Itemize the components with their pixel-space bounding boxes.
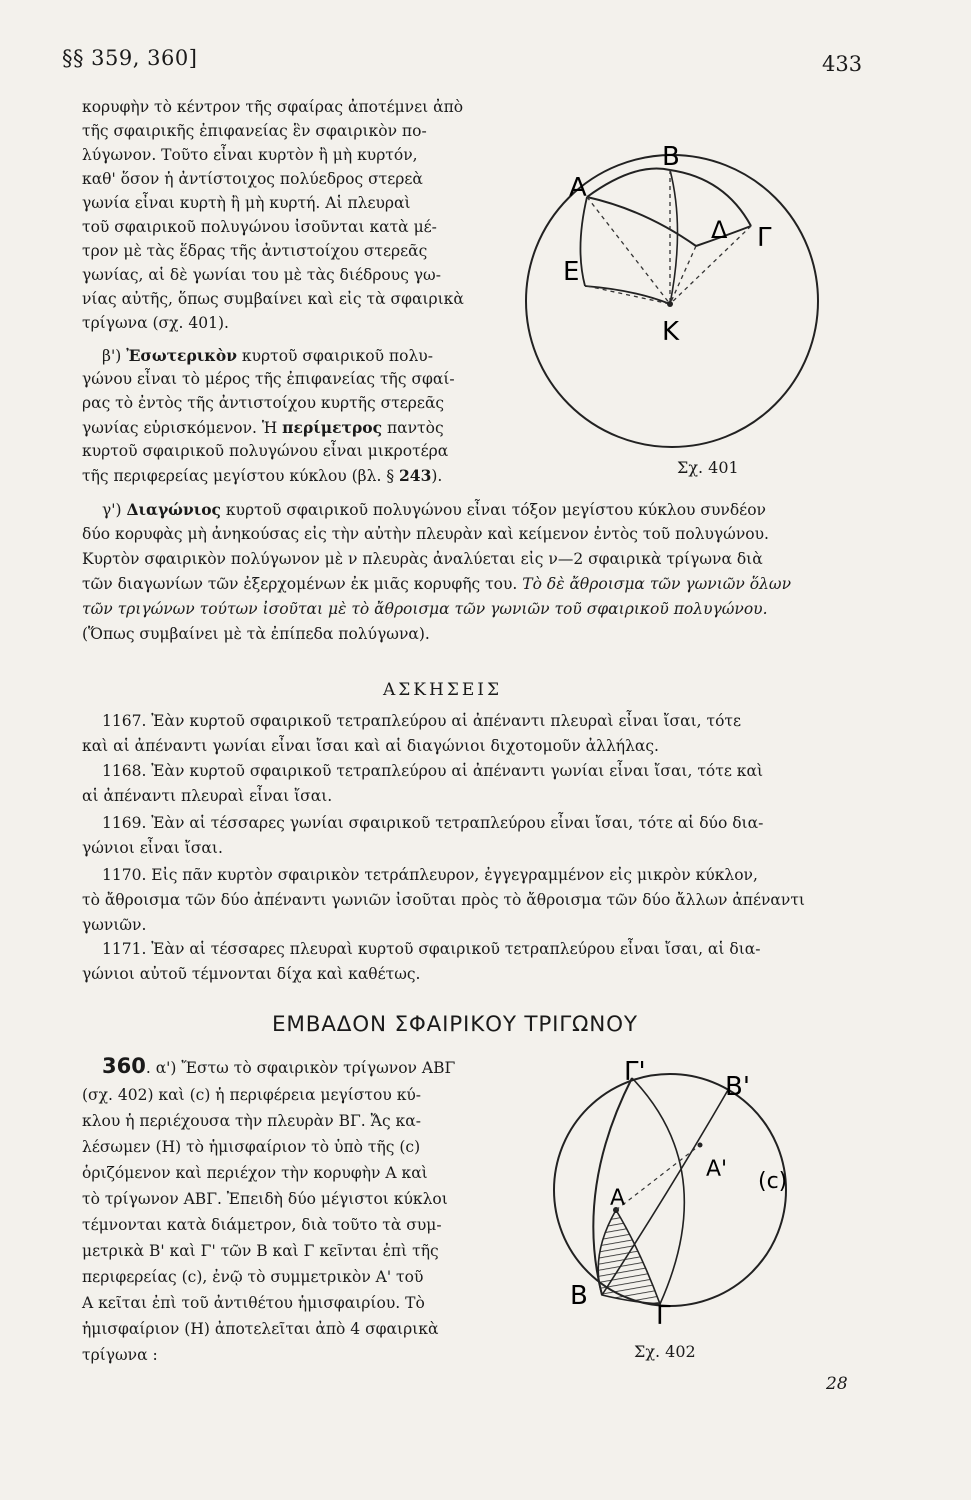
text-span: γωνίας εὑρισκόμενον. Ἡ <box>82 419 283 437</box>
text-span: . α') Ἔστω τὸ σφαιρικὸν τρίγωνον ΑΒΓ <box>145 1059 456 1077</box>
label-A: Α <box>569 173 587 203</box>
text-line: γώνου εἶναι τὸ μέρος τῆς ἐπιφανείας τῆς σφαί- <box>82 370 455 388</box>
figure-401 <box>525 118 845 488</box>
arc-AE <box>580 197 587 286</box>
defined-term: Διαγώνιος <box>126 500 221 519</box>
figure-402 <box>520 1040 830 1340</box>
paragraph-gamma-line <box>102 498 766 523</box>
text-line: περιφερείας (c), ἐνῷ τὸ συμμετρικὸν Α' τοῦ <box>82 1268 424 1286</box>
figure-402-caption: Σχ. 402 <box>634 1342 696 1361</box>
paragraph-label: γ') <box>102 501 127 519</box>
folio-number: 28 <box>826 1374 848 1394</box>
text-line: τρίγωνα (σχ. 401). <box>82 314 229 332</box>
defined-term: περίμετρος <box>282 418 383 437</box>
text-line: λύγωνον. Τοῦτο εἶναι κυρτὸν ἢ μὴ κυρτόν, <box>82 146 418 164</box>
exercise-line: καὶ αἱ ἀπέναντι γωνίαι εἶναι ἴσαι καὶ αἱ διαγώνιοι διχοτομοῦν ἀλλήλας. <box>82 737 659 755</box>
exercise-line: 1171. Ἐὰν αἱ τέσσαρες πλευραὶ κυρτοῦ σφαιρικοῦ τετραπλεύρου εἶναι ἴσαι, αἱ δια- <box>102 940 761 958</box>
center-point <box>667 301 673 307</box>
label-B: Β <box>662 142 680 172</box>
text-line: καθ' ὅσον ἡ ἀντίστοιχος πολύεδρος στερεὰ <box>82 170 423 188</box>
text-line: γωνίας, αἱ δὲ γωνίαι του μὲ τὰς διέδρους γω- <box>82 266 441 284</box>
label-Gp: Γ' <box>624 1057 646 1087</box>
section-360-first-line <box>102 1055 455 1081</box>
paragraph-beta-line <box>82 464 442 489</box>
section-ref: 243 <box>399 466 432 485</box>
section-reference: §§ 359, 360] <box>62 46 198 70</box>
exercise-line: 1169. Ἐὰν αἱ τέσσαρες γωνίαι σφαιρικοῦ τετραπλεύρου εἶναι ἴσαι, τότε αἱ δύο δια- <box>102 814 764 832</box>
text-span: κυρτοῦ σφαιρικοῦ πολυγώνου εἶναι τόξον μεγίστου κύκλου συνδέον <box>220 501 766 519</box>
label-E: Ε <box>563 257 580 287</box>
text-line: τῆς σφαιρικῆς ἐπιφανείας ἓν σφαιρικὸν πο- <box>82 122 427 140</box>
radius-KD <box>670 246 696 304</box>
text-line: τοῦ σφαιρικοῦ πολυγώνου ἰσοῦνται κατὰ μέ- <box>82 218 437 236</box>
arc-BD <box>670 170 678 304</box>
section-number: 360 <box>102 1054 146 1078</box>
label-Ap: Α' <box>706 1157 728 1182</box>
text-line: λέσωμεν (Η) τὸ ἡμισφαίριον τὸ ὑπὸ τῆς (c) <box>82 1138 421 1156</box>
figure-401-caption: Σχ. 401 <box>677 458 739 477</box>
exercises-title: ΑΣΚΗΣΕΙΣ <box>383 680 502 700</box>
exercise-line: γώνιοι αὐτοῦ τέμνονται δίχα καὶ καθέτως. <box>82 965 421 983</box>
text-line: τρον μὲ τὰς ἕδρας τῆς ἀντιστοίχου στερεᾶς <box>82 242 428 260</box>
page-number: 433 <box>822 52 863 76</box>
paragraph-beta-line <box>82 416 444 441</box>
shaded-triangle <box>598 1210 660 1304</box>
text-line: νίας αὐτῆς, ὅπως συμβαίνει καὶ εἰς τὰ σφαιρικὰ <box>82 290 464 308</box>
text-line: ὁριζόμενον καὶ περιέχον τὴν κορυφὴν Α καὶ <box>82 1164 428 1182</box>
defined-term: Ἐσωτερικὸν <box>126 346 237 365</box>
sphere-outline <box>554 1074 786 1306</box>
text-line: Κυρτὸν σφαιρικὸν πολύγωνον μὲ ν πλευρὰς ἀναλύεται εἰς ν—2 σφαιρικὰ τρίγωνα διὰ <box>82 550 763 568</box>
exercise-line: αἱ ἀπέναντι πλευραὶ εἶναι ἴσαι. <box>82 787 333 805</box>
text-line: ἡμισφαίριον (Η) ἀποτελεῖται ἀπὸ 4 σφαιρικὰ <box>82 1320 439 1338</box>
diameter-AAp <box>616 1145 700 1210</box>
paragraph-beta-line <box>102 344 433 369</box>
italic-statement: Τὸ δὲ ἄθροισμα τῶν γωνιῶν ὅλων <box>522 575 791 593</box>
exercise-line: 1167. Ἐὰν κυρτοῦ σφαιρικοῦ τετραπλεύρου αἱ ἀπέναντι πλευραὶ εἶναι ἴσαι, τότε <box>102 712 742 730</box>
text-line: κυρτοῦ σφαιρικοῦ πολυγώνου εἶναι μικροτέρα <box>82 442 449 460</box>
text-line: (Ὅπως συμβαίνει μὲ τὰ ἐπίπεδα πολύγωνα). <box>82 625 430 643</box>
paragraph-label: β') <box>102 347 127 365</box>
label-Bp: Β' <box>725 1072 750 1102</box>
exercise-line: 1170. Εἰς πᾶν κυρτὸν σφαιρικὸν τετράπλευρον, ἐγγεγραμμένον εἰς μικρὸν κύκλον, <box>102 866 758 884</box>
area-section-title: ΕΜΒΑΔΟΝ ΣΦΑΙΡΙΚΟΥ ΤΡΙΓΩΝΟΥ <box>272 1012 638 1037</box>
text-span: κυρτοῦ σφαιρικοῦ πολυ- <box>236 347 433 365</box>
arc-AB <box>587 169 670 197</box>
text-line: δύο κορυφὰς μὴ ἀνηκούσας εἰς τὴν αὐτὴν πλευρὰν καὶ κείμενον ἐντὸς τοῦ πολυγώνου. <box>82 525 769 543</box>
exercise-line: γωνιῶν. <box>82 916 147 934</box>
label-K: Κ <box>662 317 680 347</box>
text-line: (σχ. 402) καὶ (c) ἡ περιφέρεια μεγίστου κύ- <box>82 1086 422 1104</box>
label-G: Γ <box>656 1301 671 1331</box>
text-span: τῶν διαγωνίων τῶν ἐξερχομένων ἐκ μιᾶς κορυφῆς του. <box>82 575 523 593</box>
text-line: Α κεῖται ἐπὶ τοῦ ἀντιθέτου ἡμισφαιρίου. Τὸ <box>82 1294 425 1312</box>
label-c: (c) <box>758 1169 788 1194</box>
paragraph-gamma-line <box>82 573 791 597</box>
text-span: ). <box>431 467 443 485</box>
text-line: κορυφὴν τὸ κέντρον τῆς σφαίρας ἀποτέμνει ἀπὸ <box>82 98 464 116</box>
label-D: Δ <box>711 216 728 244</box>
label-G: Γ <box>757 223 772 253</box>
text-line: κλου ἡ περιέχουσα τὴν πλευρὰν ΒΓ. Ἄς κα- <box>82 1112 421 1130</box>
text-span: τῆς περιφερείας μεγίστου κύκλου (βλ. § <box>82 467 400 485</box>
exercise-line: γώνιοι εἶναι ἴσαι. <box>82 839 223 857</box>
label-A: Α <box>610 1186 626 1211</box>
italic-statement: τῶν τριγώνων τούτων ἰσοῦται μὲ τὸ ἄθροισμα τῶν γωνιῶν τοῦ σφαιρικοῦ πολυγώνου. <box>82 600 768 618</box>
arc-AD <box>587 197 696 246</box>
exercise-line: 1168. Ἐὰν κυρτοῦ σφαιρικοῦ τετραπλεύρου αἱ ἀπέναντι γωνίαι εἶναι ἴσαι, τότε καὶ <box>102 762 764 780</box>
text-line: γωνία εἶναι κυρτὴ ἢ μὴ κυρτή. Αἱ πλευραὶ <box>82 194 411 212</box>
text-span: παντὸς <box>382 419 444 437</box>
text-line: τρίγωνα : <box>82 1346 158 1364</box>
exercise-line: τὸ ἄθροισμα τῶν δύο ἀπέναντι γωνιῶν ἰσοῦται πρὸς τὸ ἄθροισμα τῶν δύο ἄλλων ἀπέναντι <box>82 891 805 909</box>
text-line: μετρικὰ Β' καὶ Γ' τῶν Β καὶ Γ κεῖνται ἐπὶ τῆς <box>82 1242 439 1260</box>
text-line: τέμνονται κατὰ διάμετρον, διὰ τοῦτο τὰ συμ- <box>82 1216 442 1234</box>
text-line: ρας τὸ ἐντὸς τῆς ἀντιστοίχου κυρτῆς στερεᾶς <box>82 394 445 412</box>
label-B: Β <box>570 1281 588 1311</box>
text-line: τὸ τρίγωνον ΑΒΓ. Ἐπειδὴ δύο μέγιστοι κύκλοι <box>82 1190 448 1208</box>
